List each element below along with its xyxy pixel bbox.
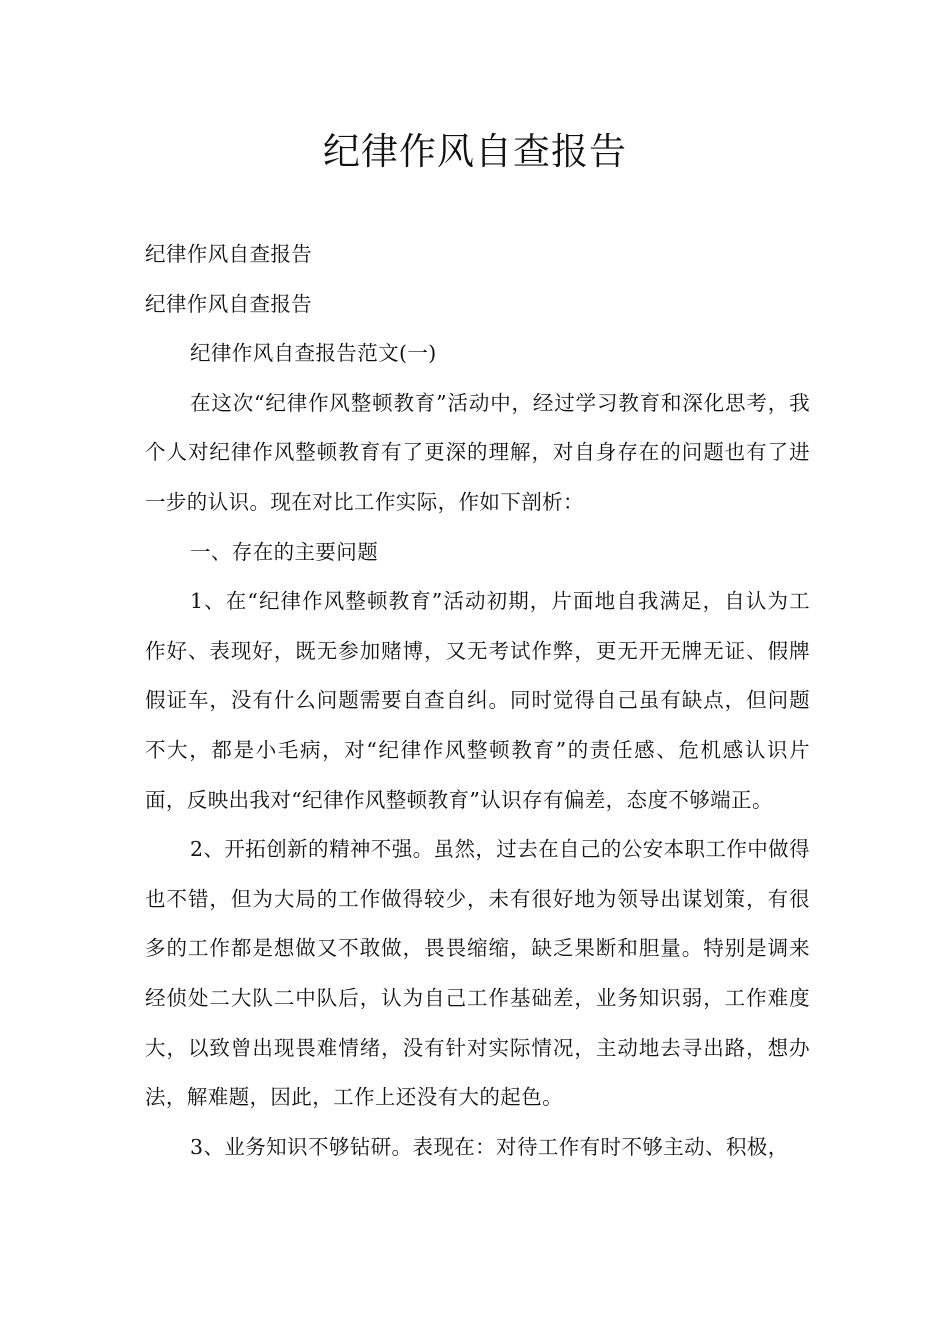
problems-heading: 一、存在的主要问题 xyxy=(190,539,379,564)
document-body xyxy=(145,230,810,1172)
problem-item-1: 1、在“纪律作风整顿教育”活动初期，片面地自我满足，自认为工作好、表现好，既无参加赌博，又无考试作弊，更无开无牌无证、假牌假证车，没有什么问题需要自查自纠。同时觉得自己虽有缺点，但问题不大，都是小毛病，对“纪律作风整顿教育”的责任感、危机感认识片面，反映出我对“纪律作风整顿教育”认识存有偏差，态度不够端正。 xyxy=(145,589,810,812)
document-title: 纪律作风自查报告 xyxy=(323,130,627,173)
problem-item-2: 2、开拓创新的精神不强。虽然，过去在自己的公安本职工作中做得也不错，但为大局的工作做得较少，未有很好地为领导出谋划策，有很多的工作都是想做又不敢做，畏畏缩缩，缺乏果断和胆量。特别是调来经侦处二大队二中队后，认为自己工作基础差，业务知识弱，工作难度大，以致曾出现畏难情绪，没有针对实际情况，主动地去寻出路，想办法，解难题，因此，工作上还没有大的起色。 xyxy=(145,837,810,1110)
problem-item-3: 3、业务知识不够钻研。表现在：对待工作有时不够主动、积极， xyxy=(190,1134,789,1159)
intro-paragraph: 在这次“纪律作风整顿教育”活动中，经过学习教育和深化思考，我个人对纪律作风整顿教育有了更深的理解，对自身存在的问题也有了进一步的认识。现在对比工作实际，作如下剖析： xyxy=(145,390,810,514)
subtitle-line-1: 纪律作风自查报告 xyxy=(145,242,313,266)
subtitle-line-2: 纪律作风自查报告 xyxy=(145,291,313,316)
section-heading: 纪律作风自查报告范文(一) xyxy=(190,341,437,366)
